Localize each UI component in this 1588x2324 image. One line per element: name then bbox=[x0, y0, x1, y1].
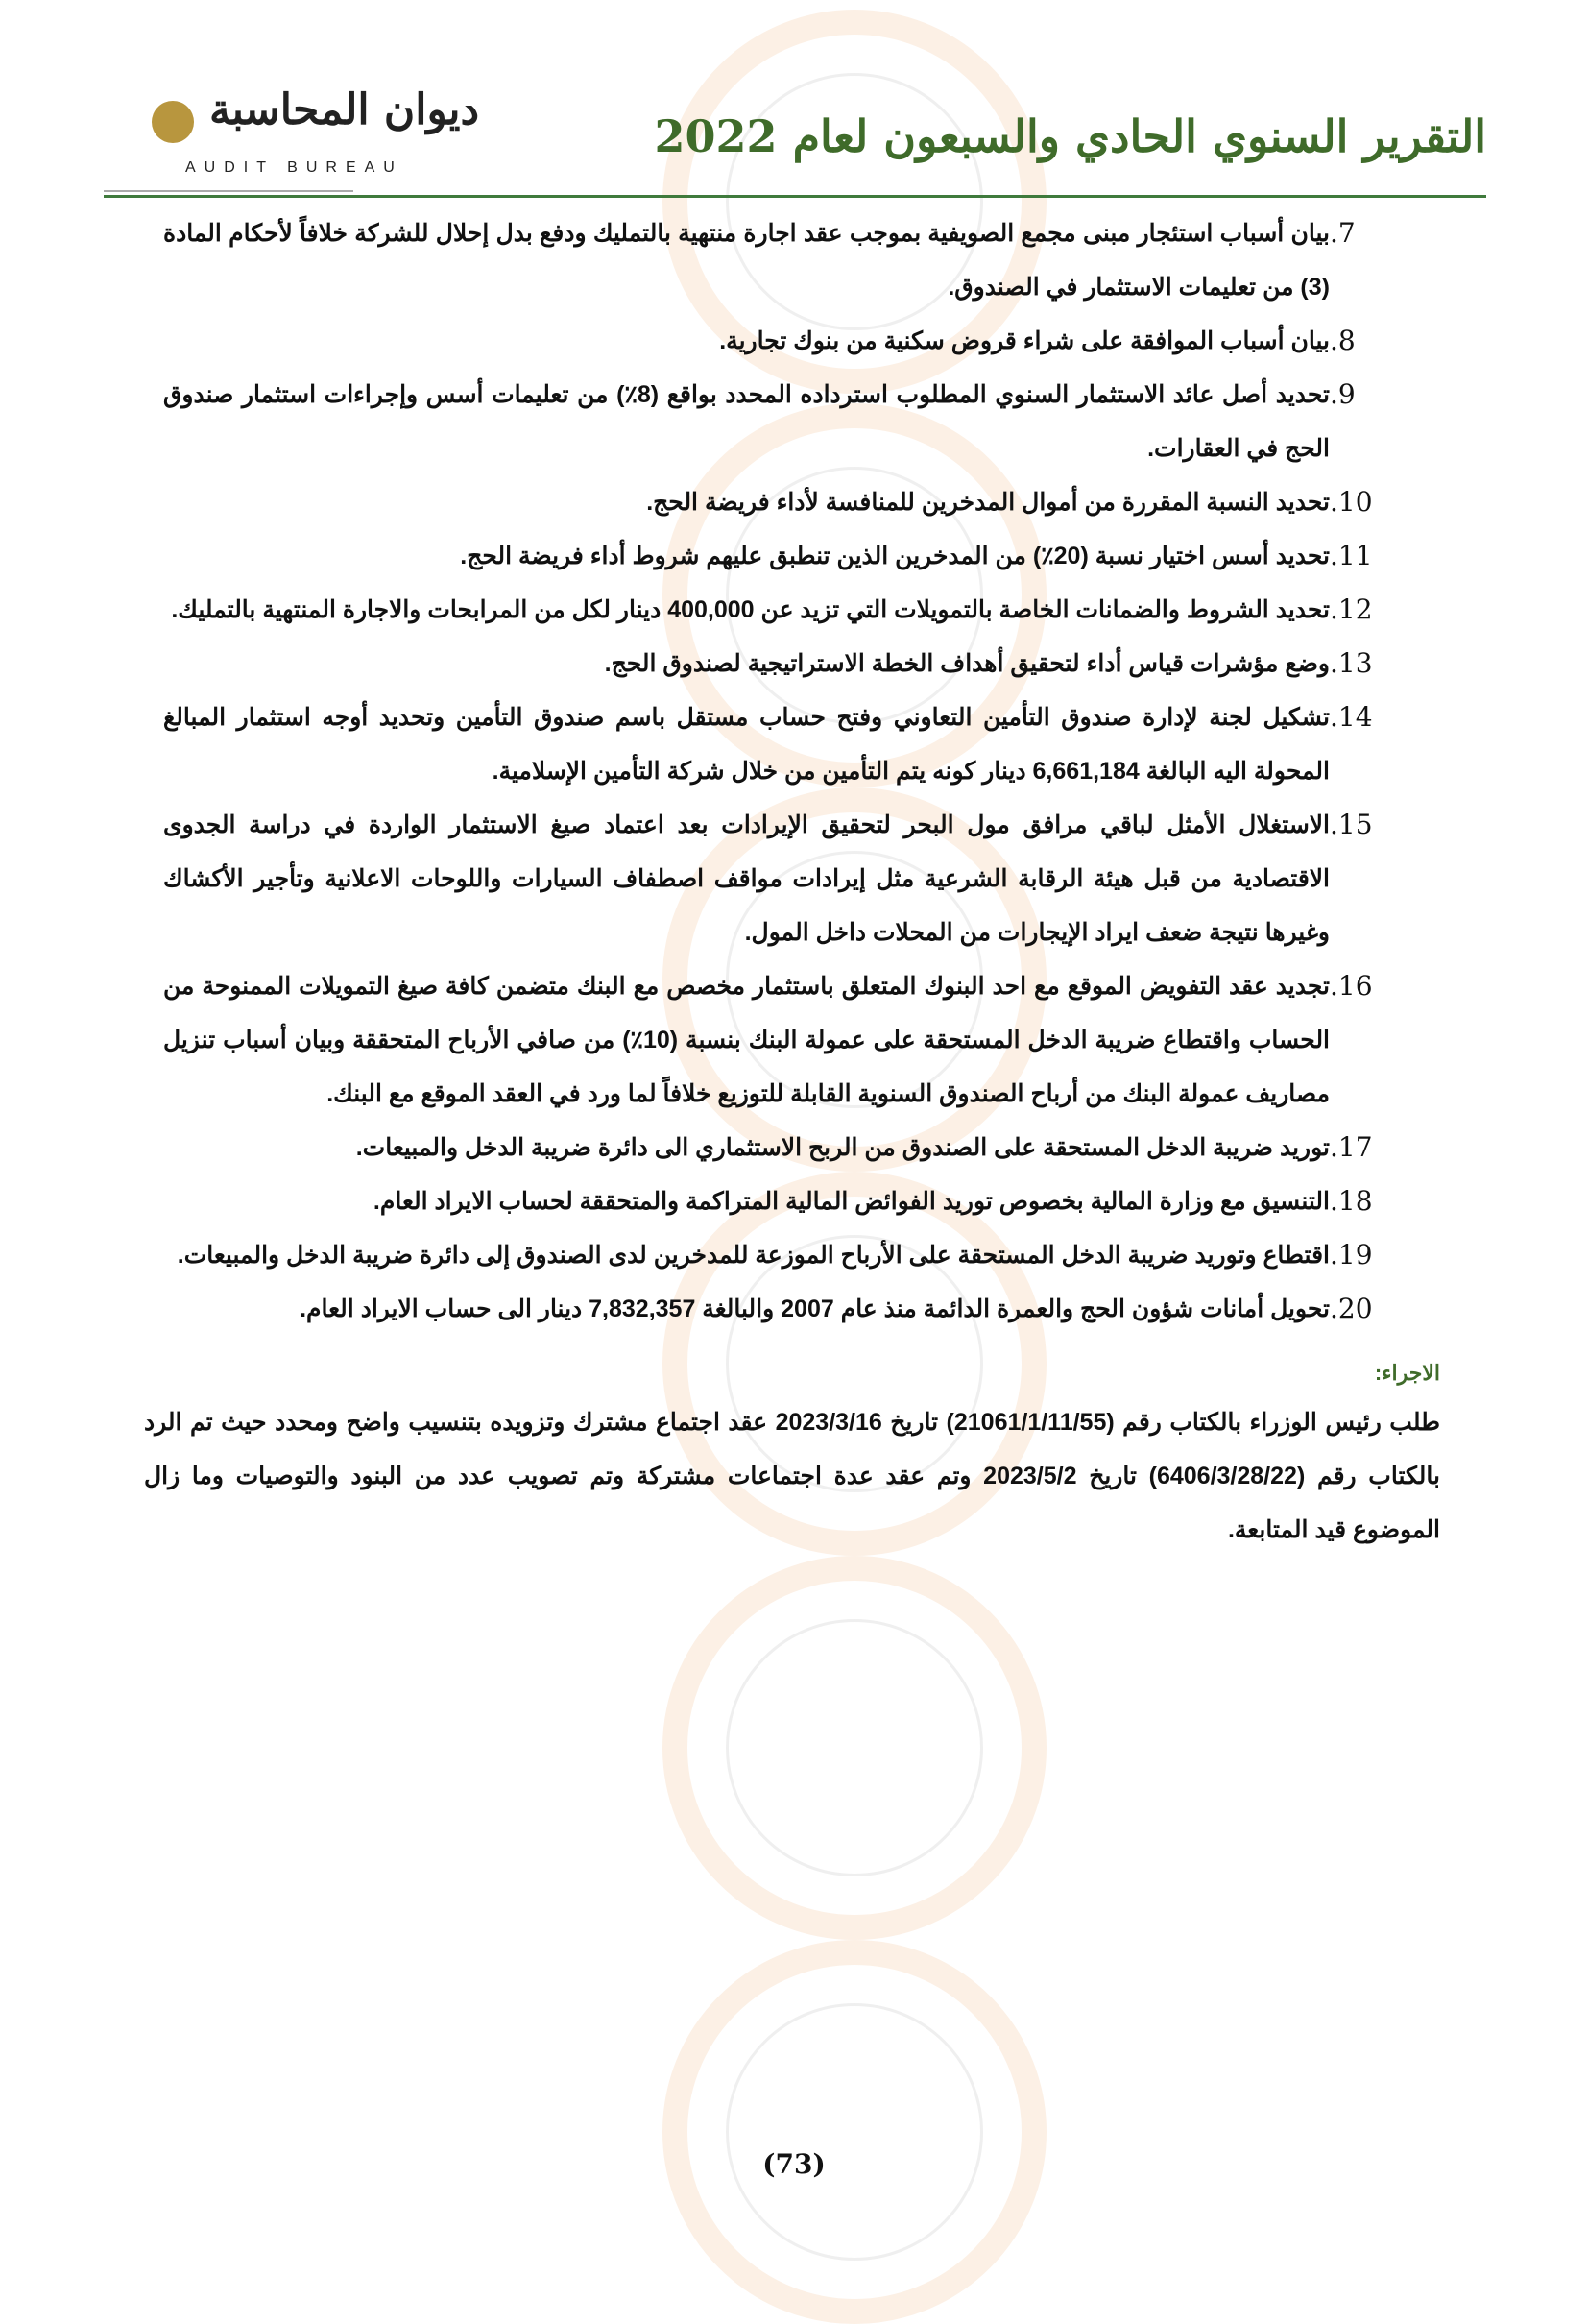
item-text: تحديد أسس اختيار نسبة (20٪) من المدخرين الذين تنطبق عليهم شروط أداء فريضة الحج. bbox=[460, 543, 1330, 569]
item-number: .9 bbox=[1330, 378, 1356, 410]
item-number-cell bbox=[1330, 637, 1421, 690]
list-item bbox=[163, 637, 1421, 690]
list-item bbox=[163, 690, 1421, 798]
item-number: .11 bbox=[1330, 540, 1373, 571]
list-item bbox=[163, 529, 1421, 583]
list-item bbox=[163, 1121, 1421, 1174]
item-text: تجديد عقد التفويض الموقع مع احد البنوك المتعلق باستثمار مخصص مع البنك متضمن كافة صيغ التمويلات الممنوحة من الحساب واقتطاع ضريبة الدخل المستحقة على عمولة البنك بنسبة (10٪) من صافي الأرباح المتحققة وبيان أسباب تنزيل مصاريف عمولة البنك من أرباح الصندوق السنوية القابلة للتوزيع خلافاً لما ورد في العقد الموقع مع البنك. bbox=[163, 973, 1331, 1107]
item-text: بيان أسباب الموافقة على شراء قروض سكنية من بنوك تجارية. bbox=[719, 327, 1330, 354]
item-text: تحديد الشروط والضمانات الخاصة بالتمويلات التي تزيد عن 400,000 دينار لكل من المرابحات والاجارة المنتهية بالتمليك. bbox=[171, 596, 1330, 623]
item-number: .19 bbox=[1330, 1239, 1373, 1271]
item-text: توريد ضريبة الدخل المستحقة على الصندوق من الربح الاستثماري الى دائرة ضريبة الدخل والمبيعات. bbox=[355, 1134, 1330, 1161]
recommendations-list bbox=[163, 206, 1421, 1336]
item-number: .7 bbox=[1330, 217, 1356, 249]
item-number-cell bbox=[1330, 1174, 1421, 1228]
report-title: التقرير السنوي الحادي والسبعون لعام 2022 bbox=[654, 110, 1486, 162]
item-number-cell bbox=[1330, 583, 1421, 637]
item-number-cell bbox=[1330, 475, 1421, 529]
item-text: اقتطاع وتوريد ضريبة الدخل المستحقة على الأرباح الموزعة للمدخرين لدى الصندوق إلى دائرة ضريبة الدخل والمبيعات. bbox=[177, 1242, 1330, 1269]
item-text: تحديد النسبة المقررة من أموال المدخرين للمنافسة لأداء فريضة الحج. bbox=[646, 489, 1330, 516]
item-number: .15 bbox=[1330, 809, 1373, 840]
list-item bbox=[163, 798, 1421, 959]
item-number-cell bbox=[1330, 959, 1421, 1121]
list-item bbox=[163, 475, 1421, 529]
list-item bbox=[163, 1174, 1421, 1228]
logo-english: AUDIT BUREAU bbox=[185, 159, 403, 176]
item-number-cell bbox=[1330, 1121, 1421, 1174]
audit-bureau-logo bbox=[142, 58, 507, 187]
action-paragraph: طلب رئيس الوزراء بالكتاب رقم (21061/1/11/55) تاريخ 2023/3/16 عقد اجتماع مشترك وتزويده بتنسيب واضح ومحدد حيث تم الرد بالكتاب رقم (6406/3/28/22) تاريخ 2023/5/2 وتم عقد عدة اجتماعات مشتركة وتم تصويب عدد من البنود والتوصيات وما زال الموضوع قيد المتابعة. bbox=[144, 1409, 1440, 1543]
item-number-cell bbox=[1330, 690, 1421, 798]
item-text: وضع مؤشرات قياس أداء لتحقيق أهداف الخطة الاستراتيجية لصندوق الحج. bbox=[604, 650, 1330, 677]
header-divider-grey bbox=[104, 190, 353, 192]
list-item bbox=[163, 1228, 1421, 1282]
item-number-cell bbox=[1330, 529, 1421, 583]
list-item bbox=[163, 206, 1421, 314]
item-number: .17 bbox=[1330, 1131, 1373, 1163]
item-number: .16 bbox=[1330, 970, 1373, 1002]
item-number: .20 bbox=[1330, 1293, 1373, 1324]
item-text: بيان أسباب استئجار مبنى مجمع الصويفية بموجب عقد اجارة منتهية بالتمليك ودفع بدل إحلال للشركة خلافاً لأحكام المادة (3) من تعليمات الاستثمار في الصندوق. bbox=[163, 220, 1330, 301]
item-text: تحديد أصل عائد الاستثمار السنوي المطلوب استرداده المحدد بواقع (8٪) من تعليمات أسس وإجراءات استثمار صندوق الحج في العقارات. bbox=[163, 381, 1330, 462]
item-number-cell bbox=[1330, 1228, 1421, 1282]
logo-arabic: ديوان المحاسبة bbox=[209, 85, 480, 134]
item-number-cell bbox=[1330, 368, 1421, 475]
page-header bbox=[104, 58, 1486, 192]
item-number-cell bbox=[1330, 206, 1421, 314]
item-text: تحويل أمانات شؤون الحج والعمرة الدائمة منذ عام 2007 والبالغة 7,832,357 دينار الى حساب الايراد العام. bbox=[300, 1295, 1330, 1322]
item-number: .18 bbox=[1330, 1185, 1373, 1217]
seal-icon bbox=[152, 101, 194, 143]
item-number-cell bbox=[1330, 798, 1421, 959]
watermark-clock bbox=[662, 1940, 1047, 2324]
item-number-cell bbox=[1330, 314, 1421, 368]
list-item bbox=[163, 959, 1421, 1121]
list-item bbox=[163, 583, 1421, 637]
document-body bbox=[144, 206, 1440, 1557]
item-text: التنسيق مع وزارة المالية بخصوص توريد الفوائض المالية المتراكمة والمتحققة لحساب الايراد العام. bbox=[373, 1188, 1330, 1215]
list-item bbox=[163, 1282, 1421, 1336]
watermark-clock bbox=[662, 1556, 1047, 1940]
item-text: تشكيل لجنة لإدارة صندوق التأمين التعاوني وفتح حساب مستقل باسم صندوق التأمين وتحديد أوجه استثمار المبالغ المحولة اليه البالغة 6,661,184 دينار كونه يتم التأمين من خلال شركة التأمين الإسلامية. bbox=[163, 704, 1330, 785]
item-text: الاستغلال الأمثل لباقي مرافق مول البحر لتحقيق الإيرادات بعد اعتماد صيغ الاستثمار الواردة في دراسة الجدوى الاقتصادية من قبل هيئة الرقابة الشرعية مثل إيرادات مواقف اصطفاف السيارات واللوحات الاعلانية وتأجير الأكشاك وغيرها نتيجة ضعف ايراد الإيجارات من المحلات داخل المول. bbox=[163, 811, 1330, 946]
item-number: .8 bbox=[1330, 325, 1356, 356]
header-divider bbox=[104, 195, 1486, 198]
action-heading: الاجراء: bbox=[1374, 1361, 1440, 1385]
item-number: .12 bbox=[1330, 593, 1373, 625]
item-number: .10 bbox=[1330, 486, 1373, 518]
page-number: (73) bbox=[762, 2148, 826, 2180]
item-number: .13 bbox=[1330, 647, 1373, 679]
list-item bbox=[163, 368, 1421, 475]
item-number-cell bbox=[1330, 1282, 1421, 1336]
item-number: .14 bbox=[1330, 701, 1373, 733]
list-item bbox=[163, 314, 1421, 368]
